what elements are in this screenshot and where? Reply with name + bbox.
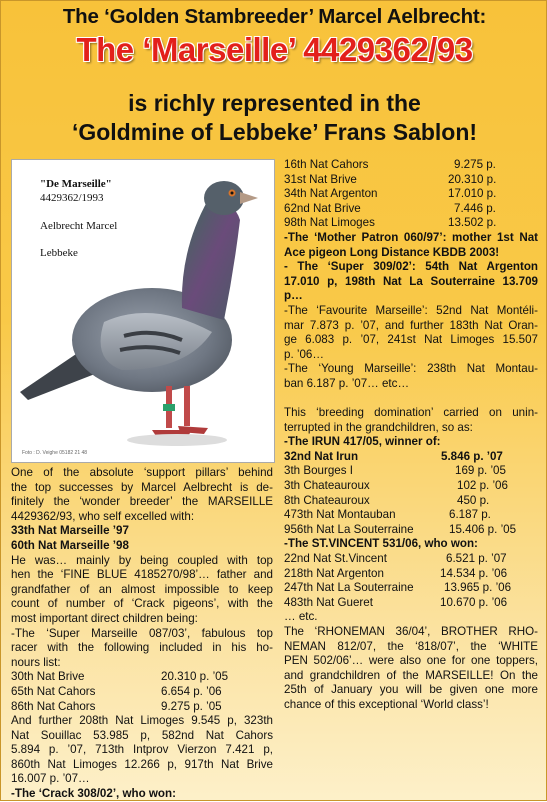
result-prize: 6.187 p. [449, 508, 491, 522]
result-name: 3th Chateauroux [284, 479, 370, 493]
result-prize: 17.010 p. [448, 187, 497, 201]
child-line: ban 6.187 p. ’07… etc… [284, 376, 410, 390]
result-row [11, 670, 273, 685]
result-prize: 5.846 p. ’07 [441, 449, 503, 463]
result-prize: 450 p. [457, 493, 490, 507]
child-line: -The ‘Mother Patron 060/97’: mother 1st Nat [284, 230, 538, 244]
child-line: - The ‘Super 309/02’: 54th Nat Argenton [284, 260, 538, 274]
result-name: 65th Nat Cahors [11, 684, 96, 698]
result-prize: 6.654 p. ’06 [161, 684, 222, 698]
closing-line: chance of this exceptional ‘World class’! [284, 697, 489, 711]
child-line: Ace pigeon Long Distance KBDB 2003! [284, 245, 500, 259]
result-prize: 9.275 p. ’05 [161, 699, 222, 713]
result-name: 86th Nat Cahors [11, 699, 96, 713]
result-prize: 9.275 p. [454, 158, 496, 171]
result-row [284, 479, 538, 494]
own-result: 33th Nat Marseille ’97 [11, 524, 129, 538]
headline-goldmine: ‘Goldmine of Lebbeke’ Frans Sablon! [71, 119, 478, 145]
result-prize: 13.965 p. ’06 [444, 581, 512, 595]
headline-marseille: The ‘Marseille’ 4429362/93 [76, 31, 473, 68]
further-line: And further 208th Nat Limoges 9.545 p, 323th [11, 714, 273, 728]
coupled-line: nours list: [11, 655, 61, 669]
result-row [11, 685, 273, 700]
child-line: mar 7.873 p. ’07, and further 183th Nat Oran- [284, 318, 538, 332]
result-row [284, 494, 538, 509]
result-prize: 20.310 p. [448, 172, 497, 186]
result-row [284, 158, 538, 173]
own-result: 60th Nat Marseille ’98 [11, 538, 129, 552]
result-name: 483th Nat Gueret [284, 595, 373, 609]
result-name: 247th Nat La Souterraine [284, 581, 414, 595]
coupled-line: racer with the following included in his ho- [11, 641, 273, 655]
result-row [284, 216, 538, 231]
closing-line: and grandchildren of the MARSEILLE! On the [284, 668, 538, 682]
photo-caption-ring: 4429362/1993 [40, 192, 104, 204]
result-row [11, 700, 273, 715]
domination-line: This ‘breeding domination’ carried on unin- [284, 406, 538, 420]
pigeon-photo [11, 159, 275, 463]
headline-breeder: The ‘Golden Stambreeder’ Marcel Aelbrecht: [62, 5, 487, 28]
result-row [284, 202, 538, 217]
result-prize: 10.670 p. ’06 [440, 595, 508, 609]
further-line: Nat Souillac 53.985 p, 582nd Nat Cahors [11, 728, 273, 742]
intro-line: the top successes by Marcel Aelbrecht is de- [11, 480, 273, 494]
child-line: -The ‘Young Marseille’: 238th Nat Montau- [284, 362, 538, 376]
domination-line: terrupted in the grandchildren, so as: [284, 420, 473, 434]
result-prize: 20.310 p. ’05 [161, 670, 229, 684]
result-row [284, 173, 538, 188]
result-prize: 102 p. ’06 [457, 479, 508, 493]
result-name: 473th Nat Montauban [284, 508, 396, 522]
result-row [284, 523, 538, 538]
result-name: 32nd Nat Irun [284, 449, 359, 463]
result-row [284, 596, 538, 611]
result-name: 31st Nat Brive [284, 172, 357, 186]
result-name: 22nd Nat St.Vincent [284, 552, 387, 566]
further-line: 16.007 p. ’07… [11, 772, 90, 786]
irun-heading: -The IRUN 417/05, winner of: [284, 435, 441, 449]
closing-line: The ‘RHONEMAN 36/04’, BROTHER RHO- [284, 625, 538, 638]
coupled-line: count of number of ‘Crack pigeons’, with the [11, 597, 273, 611]
result-prize: 15.406 p. ’05 [449, 522, 517, 536]
result-prize: 169 p. ’05 [455, 464, 506, 478]
etc-line: … etc. [284, 610, 318, 624]
child-line: p… [284, 289, 303, 303]
intro-line: finitely the ‘wonder breeder’ the MARSEILLE [11, 495, 273, 509]
result-prize: 13.502 p. [448, 216, 497, 230]
result-prize: 14.534 p. ’06 [440, 566, 508, 580]
photo-caption-name: "De Marseille" [40, 178, 112, 190]
child-line: ge 6.083 p. ’07, 241st Nat Limoges 15.507 [284, 333, 538, 347]
closing-line: 25th of January you will be given one more [284, 683, 538, 697]
coupled-line: most important direct children being: [11, 611, 198, 625]
closing-line: PEN 502/06’… were also one for one toppers, [284, 654, 538, 668]
result-row [284, 508, 538, 523]
result-row [284, 450, 538, 465]
result-row [284, 581, 538, 596]
result-prize: 7.446 p. [454, 201, 496, 215]
child-line: p. ’06… [284, 347, 324, 361]
intro-line: 4429362/93, who self excelled with: [11, 509, 195, 523]
pigeon-illustration [12, 160, 274, 462]
result-name: 30th Nat Brive [11, 670, 85, 684]
child-line: 17.010 p, 198th Nat La Souterraine 13.709 [284, 274, 538, 288]
headline-represented: is richly represented in the [128, 90, 421, 116]
result-name: 3th Bourges I [284, 464, 353, 478]
result-prize: 6.521 p. ’07 [446, 552, 507, 566]
closing-line: NEMAN 812/07, the ‘818/07’, the ‘WHITE [284, 639, 538, 653]
vincent-heading: -The ST.VINCENT 531/06, who won: [284, 537, 478, 551]
coupled-line: -The ‘Super Marseille 087/03’, fabulous top [11, 626, 273, 640]
left-column [11, 466, 273, 802]
photo-caption-town: Lebbeke [40, 247, 78, 259]
result-name: 956th Nat La Souterraine [284, 522, 414, 536]
further-line: 860th Nat Limoges 12.266 p, 917th Nat Brive [11, 757, 273, 771]
further-line: 5.894 p. ’07, 713th Intprov Vierzon 7.421 p, [11, 743, 273, 757]
result-name: 34th Nat Argenton [284, 187, 378, 201]
spacer [284, 392, 538, 407]
result-name: 98th Nat Limoges [284, 216, 375, 230]
child-line: -The ‘Favourite Marseille’: 52nd Nat Montéli- [284, 303, 538, 317]
coupled-line: hen the ‘FINE BLUE 4185270/98’… father and [11, 568, 273, 582]
photo-caption-owner: Aelbrecht Marcel [40, 220, 118, 232]
coupled-line: He was… mainly by being coupled with top [11, 553, 273, 567]
photo-credit: Foto : D. Veighe 05182 21 48 [22, 450, 88, 456]
result-row [284, 187, 538, 202]
result-name: 16th Nat Cahors [284, 158, 369, 171]
coupled-line: grandfather of an almost impossible to keep [11, 582, 273, 596]
result-row [284, 464, 538, 479]
right-column [284, 158, 538, 713]
crack-heading: -The ‘Crack 308/02’, who won: [11, 787, 176, 801]
result-name: 62nd Nat Brive [284, 201, 361, 215]
result-name: 218th Nat Argenton [284, 566, 384, 580]
intro-line: One of the absolute ‘support pillars’ behind [11, 466, 273, 479]
result-name: 8th Chateauroux [284, 493, 370, 507]
result-row [284, 552, 538, 567]
result-row [284, 567, 538, 582]
